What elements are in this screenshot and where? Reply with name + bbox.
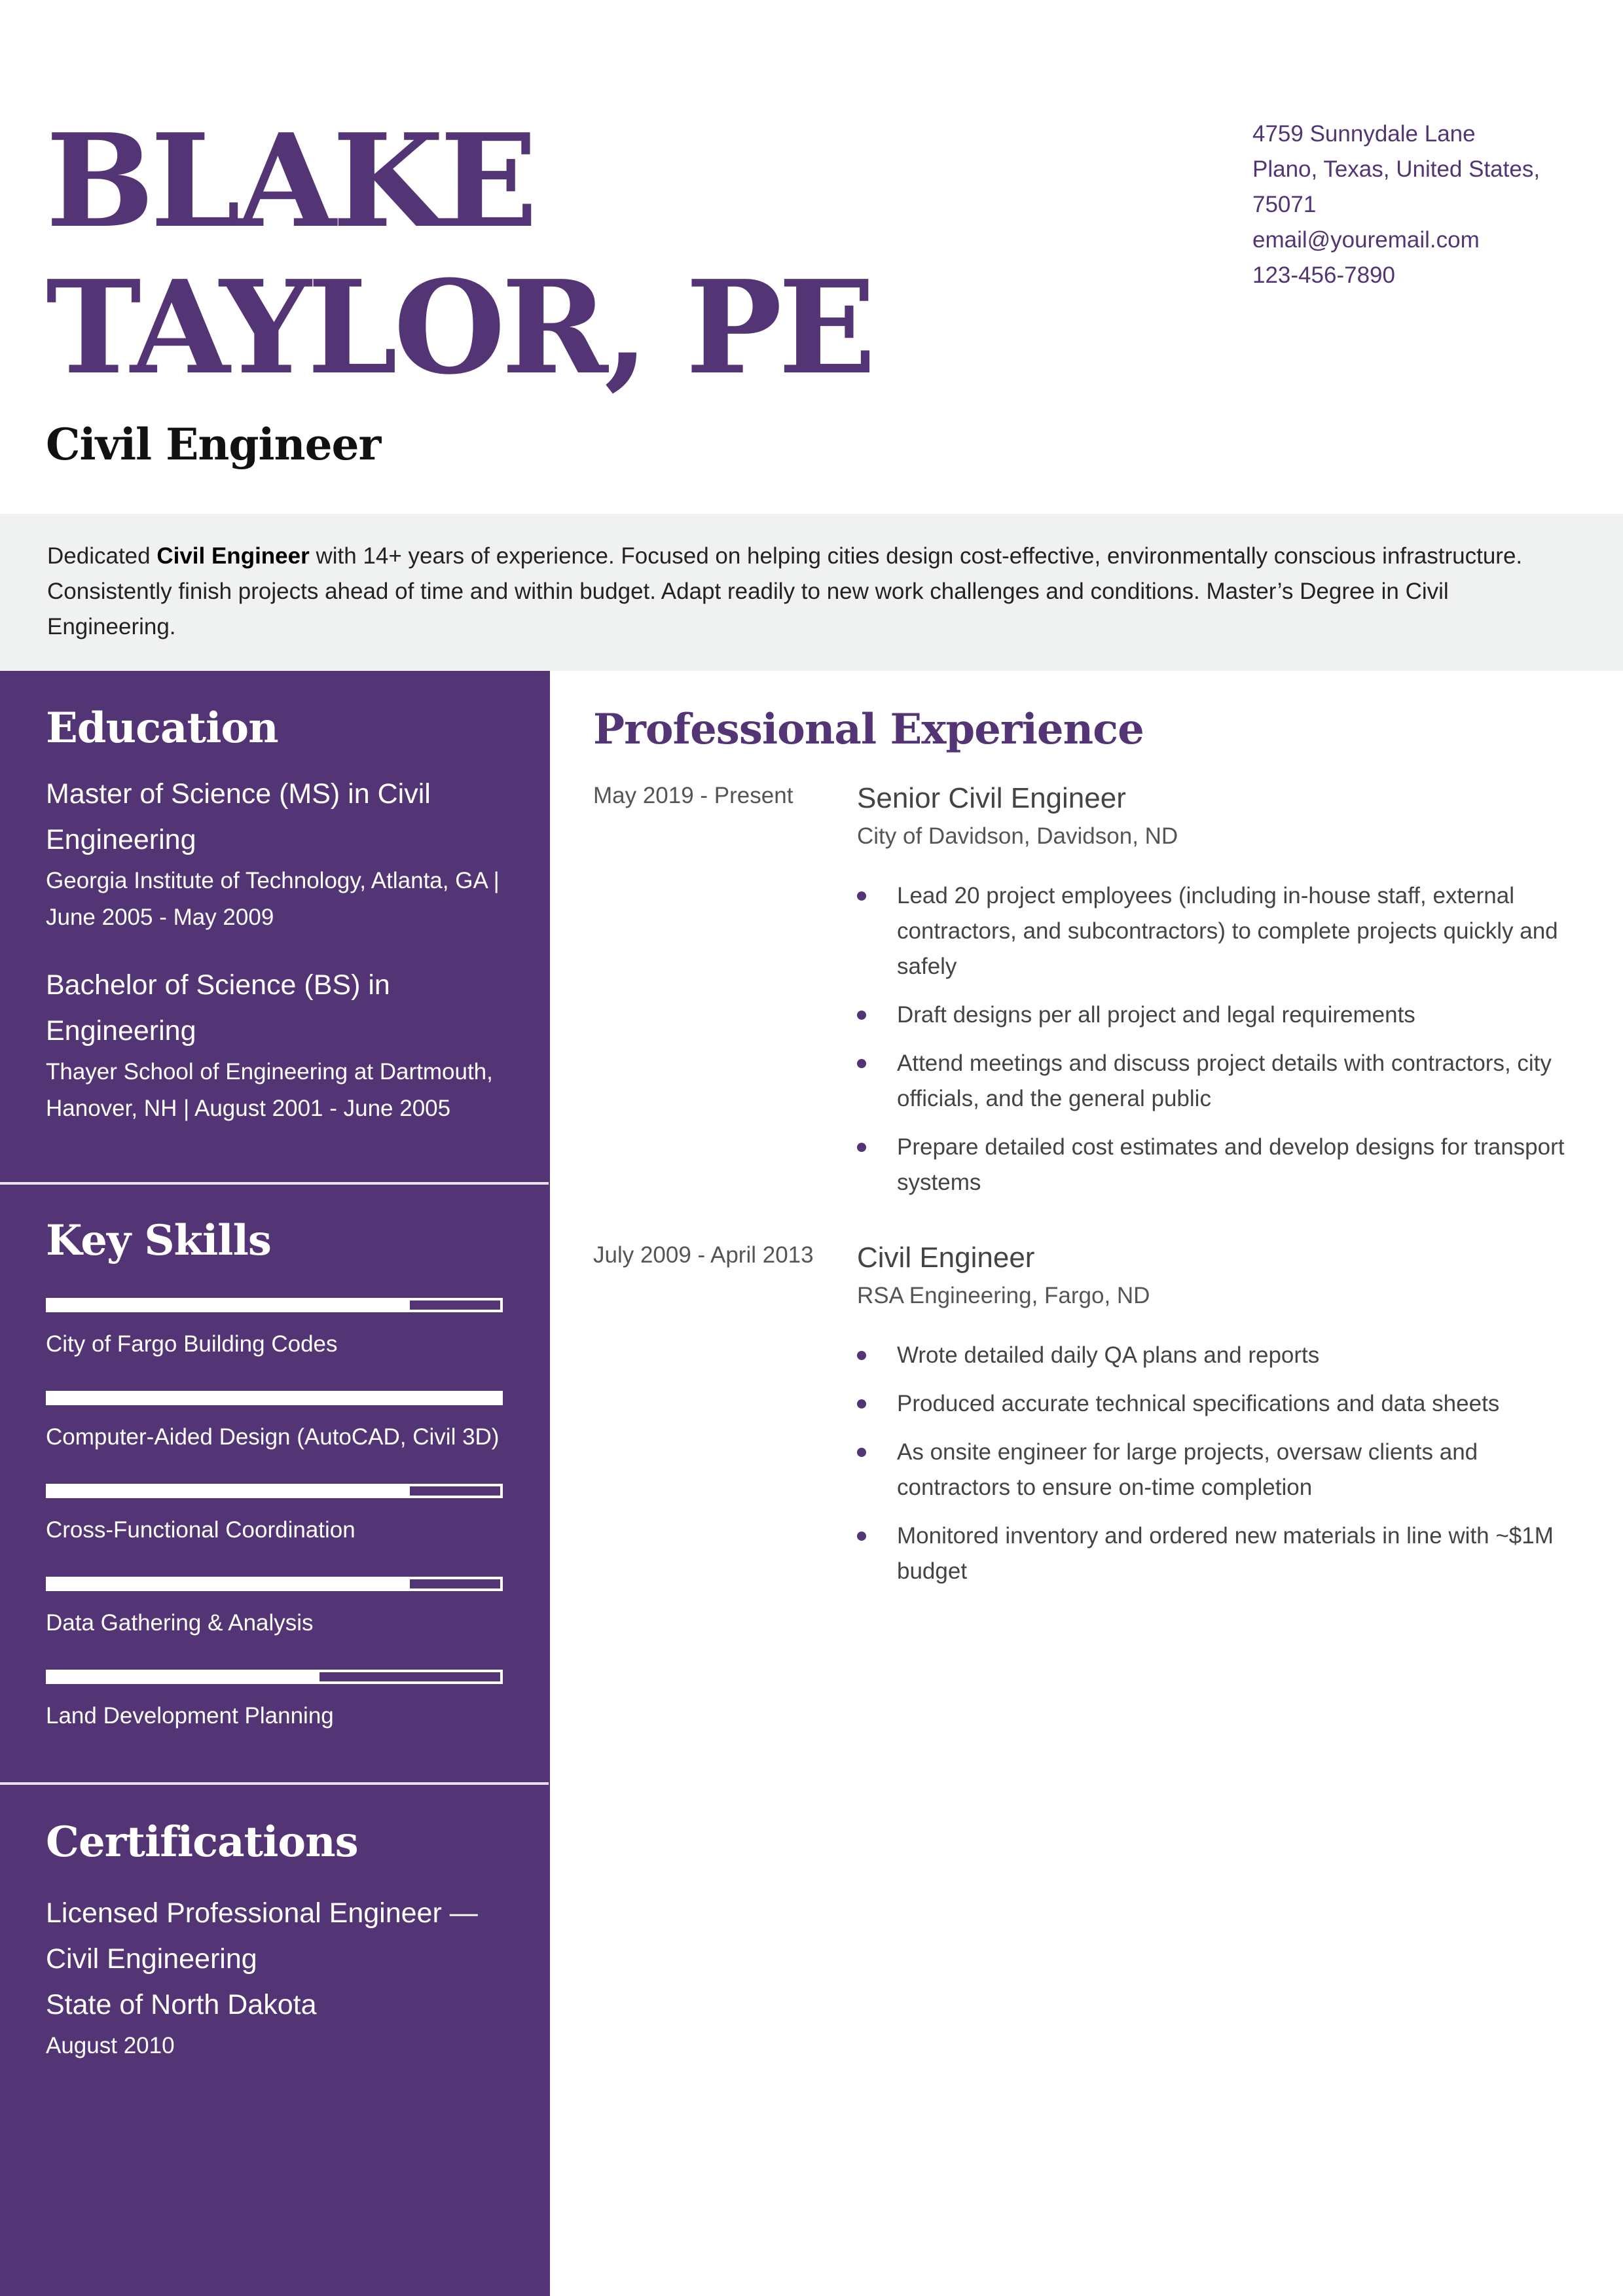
bullet-text: Produced accurate technical specifications and data sheets [897,1391,1500,1416]
skill-label: Cross-Functional Coordination [46,1517,356,1543]
sidebar [0,671,550,2296]
skill-level-fill [48,1579,410,1588]
skill-label: Land Development Planning [46,1703,334,1729]
bullet-text: As onsite engineer for large projects, oversaw clients and contractors to ensure on-time completion [897,1439,1478,1500]
experience-section [593,671,1575,1602]
skills-section [0,1185,550,1782]
certification-name: Licensed Professional Engineer — Civil Engineering [46,1897,478,1975]
job-date: July 2009 - April 2013 [593,1242,814,1268]
bullet-icon [857,1059,866,1068]
certifications-heading: Certifications [46,1818,358,1867]
certifications-section [0,1785,550,2064]
address-line-3: 75071 [1252,192,1317,217]
job-bullet [857,1518,1571,1589]
job-bullet [857,1046,1571,1117]
education-item [46,962,504,1127]
bullet-text: Wrote detailed daily QA plans and reports [897,1342,1320,1368]
bullet-icon [857,1448,866,1457]
skill-label: Data Gathering & Analysis [46,1610,314,1636]
bullet-text: Prepare detailed cost estimates and develop designs for transport systems [897,1134,1565,1195]
resume-header [0,0,1623,514]
job-bullet [857,1338,1571,1373]
summary-bold: Civil Engineer [156,543,310,569]
job-date: May 2019 - Present [593,783,793,808]
name-line-2: TAYLOR, PE [46,253,873,403]
bullet-icon [857,1011,866,1020]
summary-text-rest: with 14+ years of experience. Focused on helping cities design cost-effective, environmentally conscious infrastructure. Consistently finish projects ahead of time and within budget. Adapt readily to new work challenges and conditions. Master’s Degree in Civil Engineering. [47,543,1523,639]
bullet-text: Monitored inventory and ordered new materials in line with ~$1M budget [897,1523,1554,1584]
bullet-icon [857,1399,866,1408]
job-bullets [857,878,1571,1200]
job-entry [593,1237,1575,1602]
job-bullets [857,1338,1571,1589]
bullet-icon [857,1143,866,1152]
name-line-1: BLAKE [46,106,534,257]
address-line-2: Plano, Texas, United States, [1252,156,1541,182]
skill-item [46,1391,504,1455]
job-bullet [857,997,1571,1033]
skill-level-fill [48,1393,500,1403]
job-bullet [857,1386,1571,1422]
candidate-name [46,108,872,401]
skill-level-fill [48,1300,410,1310]
skill-level-bar [46,1577,503,1591]
bullet-text: Draft designs per all project and legal requirements [897,1002,1415,1028]
address-line-1: 4759 Sunnydale Lane [1252,121,1476,147]
job-details [857,1237,1571,1602]
job-bullet [857,1130,1571,1200]
education-heading: Education [46,704,278,753]
skill-level-fill [48,1486,410,1496]
job-title: Civil Engineer [46,419,381,470]
skill-level-bar [46,1670,503,1684]
job-position: Civil Engineer [857,1242,1035,1274]
job-company: RSA Engineering, Fargo, ND [857,1283,1150,1308]
job-bullet [857,1435,1571,1505]
job-bullet [857,878,1571,984]
job-company: City of Davidson, Davidson, ND [857,823,1178,849]
skill-label: City of Fargo Building Codes [46,1331,338,1357]
skill-level-fill [48,1672,319,1681]
skills-heading: Key Skills [46,1216,271,1265]
school: Thayer School of Engineering at Dartmouth, Hanover, NH | August 2001 - June 2005 [46,1059,493,1121]
email-link[interactable]: email@youremail.com [1252,227,1480,253]
bullet-icon [857,891,866,901]
bullet-icon [857,1351,866,1360]
job-details [857,778,1571,1213]
skill-level-bar [46,1298,503,1312]
degree: Bachelor of Science (BS) in Engineering [46,969,390,1047]
skill-item [46,1670,504,1734]
summary [0,514,1623,671]
skill-item [46,1484,504,1548]
skill-item [46,1577,504,1641]
bullet-text: Lead 20 project employees (including in-house staff, external contractors, and subcontractors) to complete projects quickly and safely [897,883,1558,979]
certification-issuer: State of North Dakota [46,1989,317,2020]
skill-level-bar [46,1484,503,1498]
degree: Master of Science (MS) in Civil Engineering [46,778,431,855]
summary-text: Dedicated [47,543,157,569]
skill-label: Computer-Aided Design (AutoCAD, Civil 3D) [46,1424,500,1450]
phone-number: 123-456-7890 [1252,262,1395,288]
school: Georgia Institute of Technology, Atlanta, GA | June 2005 - May 2009 [46,868,500,930]
experience-heading: Professional Experience [593,705,1144,754]
education-item [46,771,504,936]
bullet-icon [857,1532,866,1541]
job-entry [593,778,1575,1213]
bullet-text: Attend meetings and discuss project details with contractors, city officials, and the general public [897,1050,1552,1111]
skill-level-bar [46,1391,503,1405]
contact-info [1252,117,1593,293]
education-section [0,671,550,1182]
certification-date: August 2010 [46,2033,175,2058]
job-position: Senior Civil Engineer [857,782,1126,814]
skill-item [46,1298,504,1362]
